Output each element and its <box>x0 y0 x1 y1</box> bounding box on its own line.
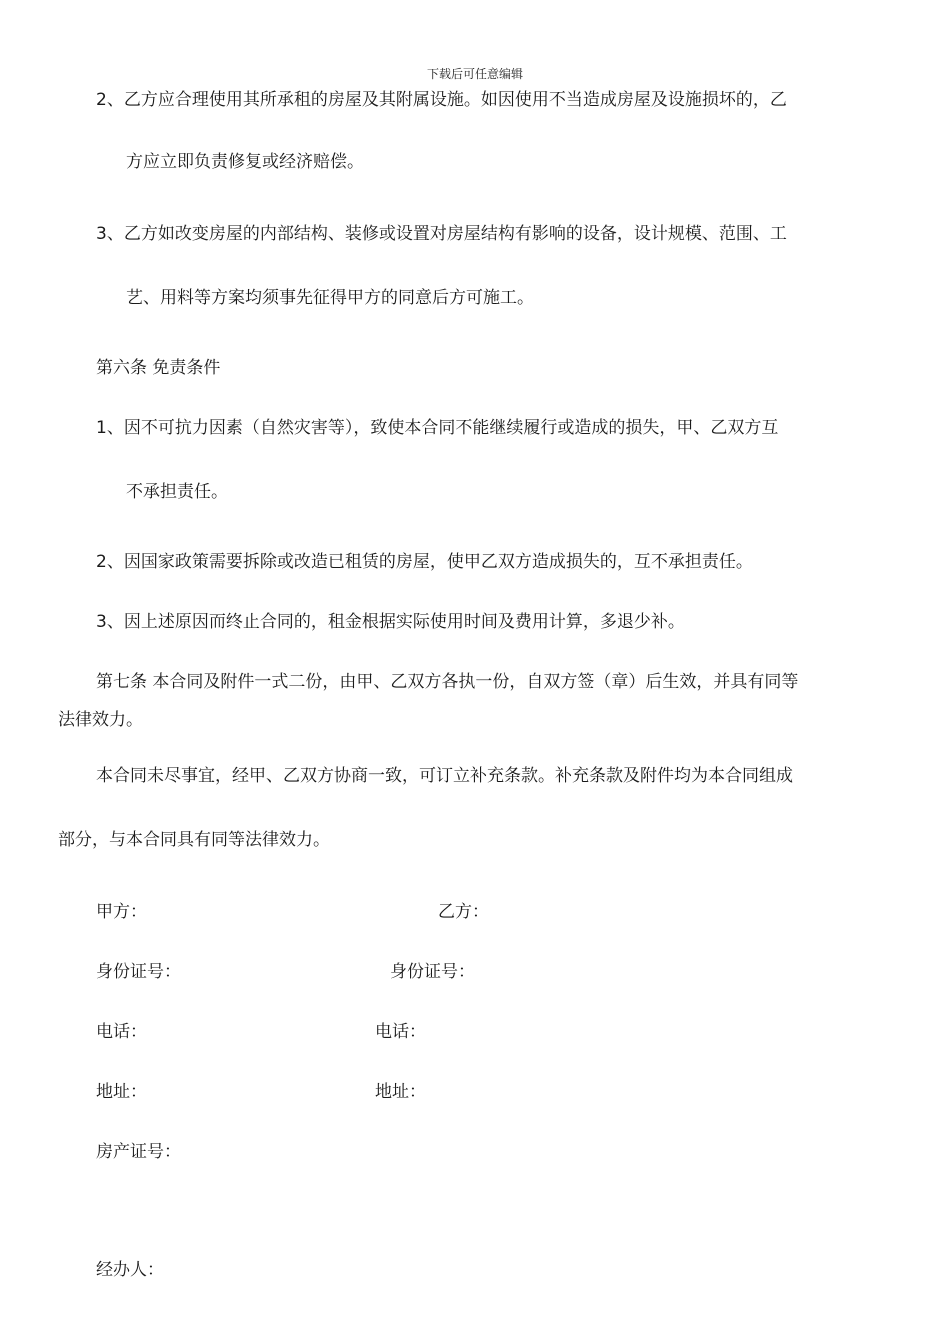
article-6-title: 第六条 免责条件 <box>96 358 221 378</box>
party-b-label: 乙方： <box>438 902 489 922</box>
agent-label: 经办人： <box>96 1260 164 1280</box>
article-6-item-1-line-2: 不承担责任。 <box>126 482 228 502</box>
page-header: 下载后可任意编辑 <box>426 67 523 81</box>
property-cert-label: 房产证号： <box>96 1142 181 1162</box>
party-a-address-label: 地址： <box>96 1082 147 1102</box>
item-3-line-1: 3、乙方如改变房屋的内部结构、装修或设置对房屋结构有影响的设备，设计规模、范围、工 <box>96 224 787 244</box>
party-b-phone-label: 电话： <box>375 1022 426 1042</box>
article-7-line-1: 第七条 本合同及附件一式二份，由甲、乙双方各执一份，自双方签（章）后生效，并具有同等 <box>96 672 799 692</box>
article-7-line-2: 法律效力。 <box>58 710 143 730</box>
article-6-item-1-line-1: 1、因不可抗力因素（自然灾害等），致使本合同不能继续履行或造成的损失，甲、乙双方互 <box>96 418 779 438</box>
party-a-label: 甲方： <box>96 902 147 922</box>
party-a-phone-label: 电话： <box>96 1022 147 1042</box>
supplement-line-2: 部分，与本合同具有同等法律效力。 <box>58 830 330 850</box>
party-a-id-label: 身份证号： <box>96 962 181 982</box>
item-3-line-2: 艺、用料等方案均须事先征得甲方的同意后方可施工。 <box>126 288 534 308</box>
party-b-address-label: 地址： <box>375 1082 426 1102</box>
article-6-item-3: 3、因上述原因而终止合同的，租金根据实际使用时间及费用计算，多退少补。 <box>96 612 685 632</box>
party-b-id-label: 身份证号： <box>390 962 475 982</box>
supplement-line-1: 本合同未尽事宜，经甲、乙双方协商一致，可订立补充条款。补充条款及附件均为本合同组成 <box>96 766 793 786</box>
article-6-item-2: 2、因国家政策需要拆除或改造已租赁的房屋，使甲乙双方造成损失的，互不承担责任。 <box>96 552 753 572</box>
item-2-line-2: 方应立即负责修复或经济赔偿。 <box>126 152 364 172</box>
item-2-line-1: 2、乙方应合理使用其所承租的房屋及其附属设施。如因使用不当造成房屋及设施损坏的，乙 <box>96 90 787 110</box>
